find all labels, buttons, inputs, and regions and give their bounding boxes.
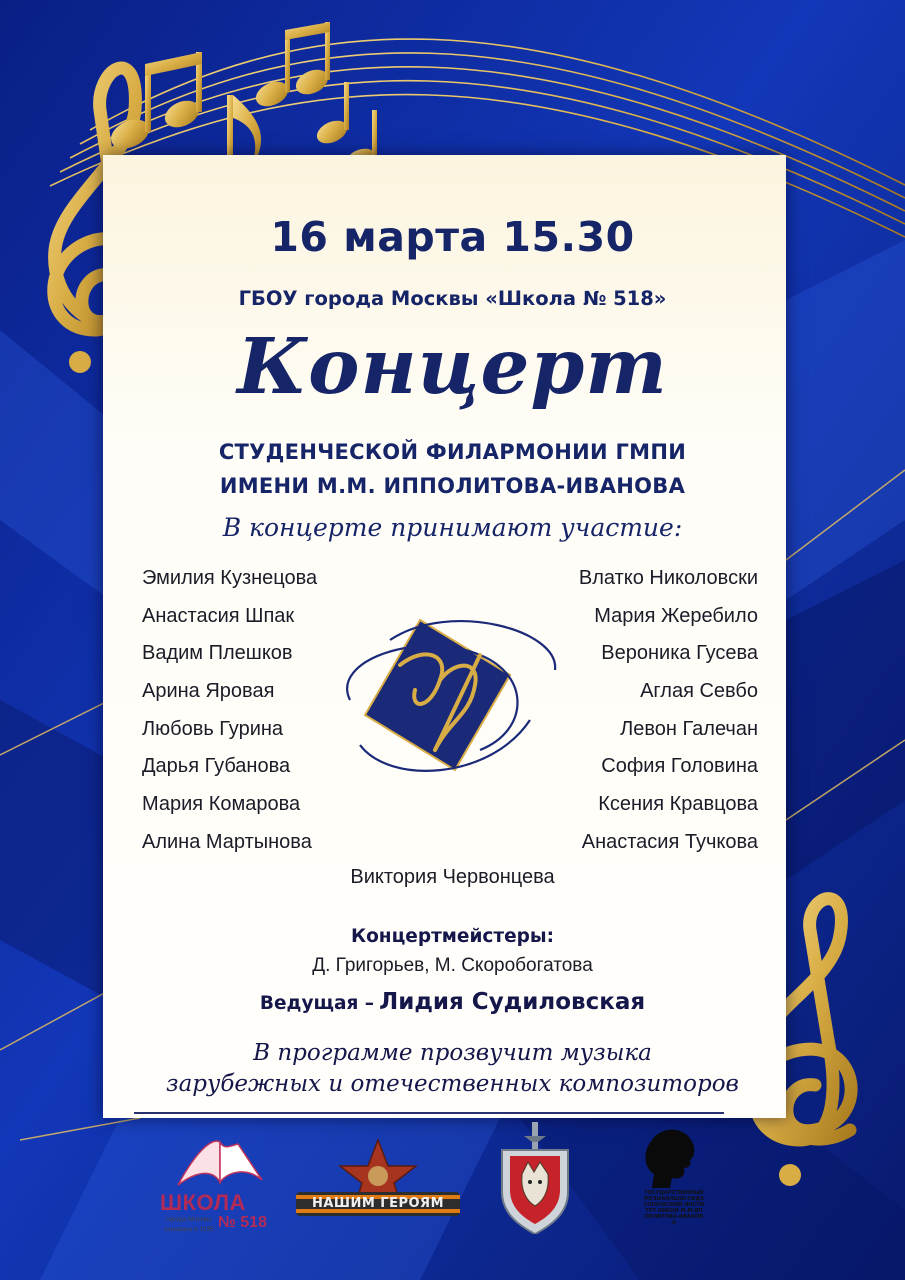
concert-date-time: 16 марта 15.30 bbox=[270, 213, 635, 261]
participant-name: Анастасия Тучкова bbox=[581, 830, 758, 853]
participant-name: Любовь Гурина bbox=[142, 717, 284, 740]
heroes-text: НАШИМ ГЕРОЯМ bbox=[311, 1196, 445, 1211]
school-city: города Москвы bbox=[166, 1216, 212, 1223]
cadet-shield-logo bbox=[498, 1122, 572, 1234]
open-book-icon bbox=[158, 1140, 270, 1190]
participant-name: Вадим Плешков bbox=[142, 642, 293, 665]
participant-name: Эмилия Кузнецова bbox=[142, 567, 318, 589]
school-518-logo bbox=[158, 1140, 270, 1240]
participant-name: Ксения Кравцова bbox=[598, 793, 758, 816]
participant-name: Арина Яровая bbox=[142, 680, 275, 703]
accompanists-heading: Концертмейстеры: bbox=[350, 926, 555, 947]
accompanists-names: Д. Григорьев, М. Скоробогатова bbox=[312, 955, 593, 976]
composer-profile-icon bbox=[640, 1122, 698, 1188]
institute-logo bbox=[634, 1122, 716, 1240]
shield-lynx-icon bbox=[498, 1122, 572, 1234]
divider bbox=[134, 1112, 724, 1114]
participant-name: София Головина bbox=[601, 755, 758, 778]
host-line bbox=[0, 989, 905, 1015]
school-founded: основана в 1935 bbox=[164, 1226, 214, 1233]
institute-text: ГОСУДАРСТВЕННЫЙ МУЗЫКАЛЬНО-ПЕДАГОГИЧЕСКИЙ ИНСТИТУТ ИМЕНИ М.М.ИППОЛИТОВА-ИВАНОВА bbox=[644, 1190, 704, 1226]
subtitle-line-2: ИМЕНИ М.М. ИППОЛИТОВА-ИВАНОВА bbox=[219, 474, 686, 498]
school-word: ШКОЛА bbox=[160, 1190, 246, 1215]
participants-left-column bbox=[142, 560, 317, 862]
participant-name: Вероника Гусева bbox=[601, 642, 758, 665]
participant-name-centered: Виктория Червонцева bbox=[350, 866, 555, 888]
heroes-logo bbox=[296, 1138, 460, 1220]
participant-name: Алина Мартынова bbox=[142, 830, 312, 853]
participant-name: Дарья Губанова bbox=[142, 755, 291, 778]
participant-name: Мария Комарова bbox=[142, 793, 301, 816]
participants-heading: В концерте принимают участие: bbox=[222, 513, 683, 542]
host-label: Ведущая – bbox=[259, 993, 375, 1014]
host-name: Лидия Судиловская bbox=[379, 989, 646, 1015]
program-line-1: В программе прозвучит музыка bbox=[253, 1040, 652, 1066]
participant-name: Левон Галечан bbox=[620, 717, 758, 740]
philharmonic-emblem-icon bbox=[330, 600, 565, 790]
concert-title: Концерт bbox=[237, 322, 668, 412]
program-line-2: зарубежных и отечественных композиторов bbox=[166, 1071, 739, 1097]
participant-name: Анастасия Шпак bbox=[142, 604, 295, 627]
participant-name: Аглая Севбо bbox=[640, 680, 758, 703]
participant-name: Мария Жеребило bbox=[594, 604, 758, 627]
participant-name: Влатко Николовски bbox=[578, 567, 758, 589]
subtitle-line-1: СТУДЕНЧЕСКОЙ ФИЛАРМОНИИ ГМПИ bbox=[218, 440, 687, 464]
school-number: № 518 bbox=[218, 1214, 267, 1231]
venue-line: ГБОУ города Москвы «Школа № 518» bbox=[238, 287, 667, 310]
